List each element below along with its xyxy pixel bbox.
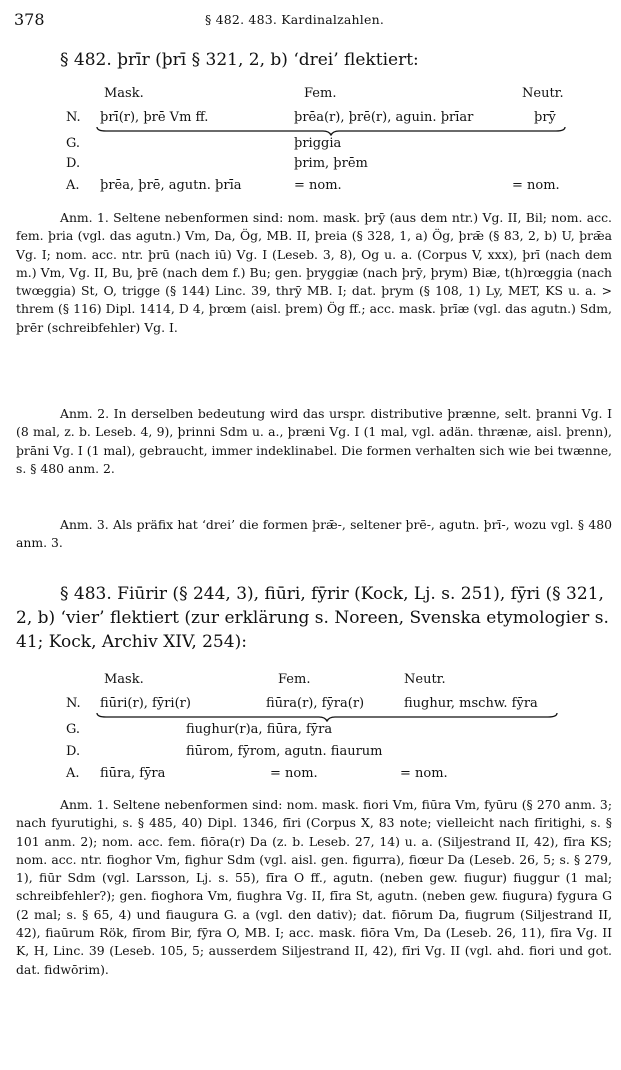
form-mask: þrēa, þrē, agutn. þrīa (100, 178, 242, 193)
case-label: D. (66, 744, 81, 759)
case-label: G. (66, 136, 81, 151)
form-fem: fiughur(r)a, fiūra, fȳra (186, 722, 333, 737)
form-fem: þriggia (294, 136, 342, 151)
note-483-anm-1: Anm. 1. Seltene nebenformen sind: nom. mask. fiori Vm, fiūra Vm, fyūru (§ 270 anm. 3; nach fyurutighi, s. § 485, 40) Dipl. 1346, fīri (Corpus X, 83 note; vielleicht nach fīritighi, s. § 101 anm. 2); nom. acc. fem. fiōra(r) Da (z. b. Leseb. 27, 14) u. a. (Siljestrand II, 42), fīra KS; nom. acc. ntr. fioghor Vm, fighur Sdm (vgl. aisl. gen. figurra), fiœur Da (Leseb. 26, 5; s. § 279, 1), fiūr Sdm (vgl. Larsson, Lj. s. 55), fīra O ff., agutn. (neben gew. fiugur) fiuggur (1 mal; schreibfehler?); gen. fioghora Vm, fiughra Vg. II, fīra St, agutn. (neben gew. fiugura) fygura G (2 mal; s. § 65, 4) und fiaugura G. a (vgl. den dativ); dat. fiōrum Da, fiugrum (Siljestrand II, 42), fiaūrum Rök, fīrom Bir, fȳra O, MB. I; acc. mask. fiōra Vm, Da (Leseb. 26, 11), fīra Vg. II K, H, Linc. 39 (Leseb. 105, 5; ausserdem Siljestrand II, 42), fīri Vg. II (vgl. ahd. fiori und got. dat. fidwōrim). (16, 797, 612, 977)
form-mask: fiūra, fȳra (100, 766, 166, 781)
note-482-anm-3: Anm. 3. Als präfix hat ‘drei’ die formen þrǣ-, seltener þrē-, agutn. þrī-, wozu vgl. § 480 anm. 3. (16, 517, 612, 551)
form-mask: þrī(r), þrē Vm ff. (100, 110, 209, 125)
form-fem: fiūrom, fȳrom, agutn. fiaurum (186, 744, 383, 759)
paradigm-row-dat (0, 744, 621, 762)
curly-brace (96, 126, 566, 136)
column-fem: Fem. (304, 86, 337, 101)
paradigm-row-gen (0, 136, 621, 154)
column-mask: Mask. (104, 672, 144, 687)
form-neutr: fiughur, mschw. fȳra (404, 696, 538, 711)
note-482-anm-2: Anm. 2. In derselben bedeutung wird das urspr. distributive þrænne, selt. þranni Vg. I (8 mal, z. b. Leseb. 4, 9), þrinni Sdm u. a., þræni Vg. I (1 mal, vgl. adän. thrænæ, aisl. þrenn), þrāni Vg. I (1 mal), gebraucht, immer indeklinabel. Die formen verhalten sich wie bei twænne, s. § 480 anm. 2. (16, 406, 612, 476)
case-label: A. (66, 766, 80, 781)
form-neutr: = nom. (512, 178, 560, 193)
form-neutr: þrȳ (534, 110, 556, 125)
section-483-title: § 483. Fiūrir (§ 244, 3), fiūri, fȳrir (Kock, Lj. s. 251), fȳri (§ 321, 2, b) ‘vier’ flektiert (zur erklärung s. Noreen, Svenska etymologier s. 41; Kock, Archiv XIV, 254): (16, 584, 609, 652)
running-header (0, 10, 621, 32)
paradigm-header-row (0, 672, 621, 690)
column-neutr: Neutr. (404, 672, 446, 687)
paradigm-header-row (0, 86, 621, 104)
column-mask: Mask. (104, 86, 144, 101)
form-fem: þrim, þrēm (294, 156, 368, 171)
case-label: D. (66, 156, 81, 171)
note-482-anm-1: Anm. 1. Seltene nebenformen sind: nom. mask. þrȳ (aus dem ntr.) Vg. II, Bil; nom. acc. fem. þria (vgl. das agutn.) Vm, Da, Ög, MB. II, þreia (§ 328, 1, a) Ög, þrǣ (§ 83, 2, b) U, þrǣa Vg. I; nom. acc. ntr. þrū (nach iū) Vg. I (Leseb. 3, 8), Og u. a. (Corpus V, xxx), þrī (nach dem m.) Vm, Vg. II, Bu, þrē (nach dem f.) Bu; gen. þryggiæ (nach þrȳ, þrym) Biæ, t(h)rœggia (nach twœggia) St, O, trigge (§ 144) Linc. 39, thrȳ MB. I; dat. þrym (§ 108, 1) Ly, MET, KS u. a. > threm (§ 116) Dipl. 1414, D 4, þrœm (aisl. þrem) Ög ff.; acc. mask. þrīæ (vgl. das agutn.) Sdm, þrēr (schreibfehler) Vg. I. (16, 210, 612, 335)
form-fem: = nom. (270, 766, 318, 781)
column-fem: Fem. (278, 672, 311, 687)
page-number: 378 (14, 10, 45, 29)
curly-brace (96, 712, 558, 722)
form-fem: = nom. (294, 178, 342, 193)
paradigm-row-gen (0, 722, 621, 740)
running-title: § 482. 483. Kardinalzahlen. (205, 12, 385, 27)
form-fem: þrēa(r), þrē(r), aguin. þrīar (294, 110, 474, 125)
form-mask: fiūri(r), fȳri(r) (100, 696, 191, 711)
case-label: A. (66, 178, 80, 193)
case-label: G. (66, 722, 81, 737)
paradigm-row-dat (0, 156, 621, 174)
paradigm-row-acc (0, 178, 621, 196)
form-neutr: = nom. (400, 766, 448, 781)
case-label: N. (66, 110, 81, 125)
form-fem: fiūra(r), fȳra(r) (266, 696, 365, 711)
section-482-title: § 482. þrīr (þrī § 321, 2, b) ‘drei’ flektiert: (60, 50, 419, 70)
case-label: N. (66, 696, 81, 711)
column-neutr: Neutr. (522, 86, 564, 101)
paradigm-row-acc (0, 766, 621, 784)
